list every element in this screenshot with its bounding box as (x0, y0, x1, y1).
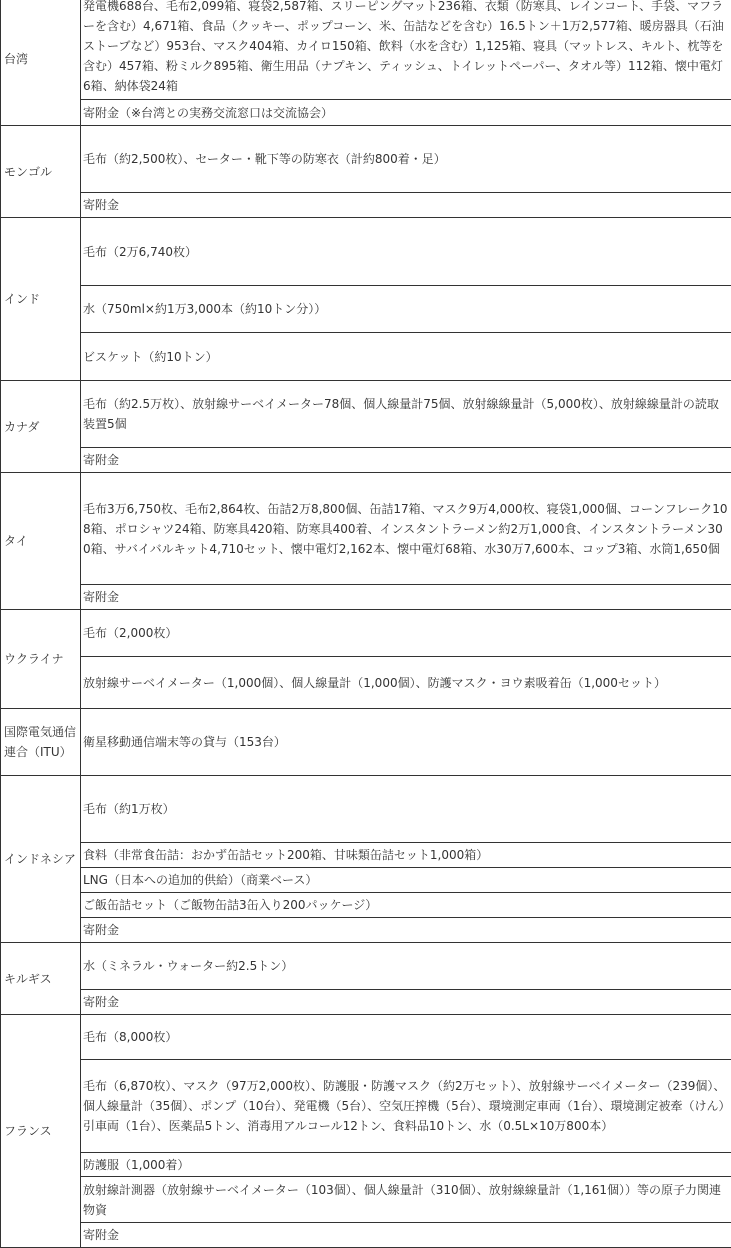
table-row (1, 657, 731, 709)
table-row (1, 943, 731, 990)
aid-item-cell: 放射線計測器（放射線サーベイメーター（103個）、個人線量計（310個）、放射線線量計（1,161個））等の原子力関連物資 (81, 1177, 731, 1223)
table-row (1, 1015, 731, 1060)
aid-item-cell: ご飯缶詰セット（ご飯物缶詰3缶入り200パッケージ） (81, 893, 731, 918)
table-row (1, 473, 731, 585)
aid-item-cell: 毛布（約2,500枚）、セーター・靴下等の防寒衣（計約800着・足） (81, 126, 731, 193)
aid-table-body (1, 0, 731, 1248)
aid-item-cell: 毛布（2万6,740枚） (81, 218, 731, 286)
table-row (1, 193, 731, 218)
table-row (1, 0, 731, 100)
country-cell: インドネシア (1, 776, 81, 943)
country-cell: キルギス (1, 943, 81, 1015)
country-cell: インド (1, 218, 81, 381)
country-cell: ウクライナ (1, 610, 81, 709)
table-row (1, 1153, 731, 1177)
aid-item-cell: 毛布（約1万枚） (81, 776, 731, 843)
table-row (1, 381, 731, 448)
table-row (1, 448, 731, 473)
country-cell: 台湾 (1, 0, 81, 126)
aid-item-cell: 寄附金 (81, 990, 731, 1015)
table-row (1, 1223, 731, 1248)
country-cell: フランス (1, 1015, 81, 1248)
table-row (1, 1060, 731, 1153)
table-row (1, 868, 731, 893)
table-row (1, 333, 731, 381)
country-cell: 国際電気通信連合（ITU） (1, 709, 81, 776)
aid-item-cell: 発電機688台、毛布2,099箱、寝袋2,587箱、スリーピングマット236箱、衣類（防寒具、レインコート、手袋、マフラーを含む）4,671箱、食品（クッキー、ポップコーン、米、缶詰などを含む）16.5トン＋1万2,577箱、暖房器具（石油ストーブなど）953台、マスク404箱、カイロ150箱、飲料（水を含む）1,125箱、寝具（マットレス、キルト、枕等を含む）457箱、粉ミルク895箱、衛生用品（ナプキン、ティッシュ、トイレットペーパー、タオル等）112箱、懐中電灯6箱、納体袋24箱 (81, 0, 731, 100)
table-row (1, 286, 731, 333)
table-row (1, 709, 731, 776)
aid-item-cell: 寄附金 (81, 1223, 731, 1248)
aid-item-cell: 寄附金（※台湾との実務交流窓口は交流協会） (81, 100, 731, 126)
table-row (1, 218, 731, 286)
table-row (1, 1177, 731, 1223)
aid-item-cell: 寄附金 (81, 918, 731, 943)
aid-item-cell: 毛布（2,000枚） (81, 610, 731, 657)
country-cell: タイ (1, 473, 81, 610)
aid-item-cell: 寄附金 (81, 448, 731, 473)
table-row (1, 776, 731, 843)
aid-item-cell: 寄附金 (81, 193, 731, 218)
aid-item-cell: 水（ミネラル・ウォーター約2.5トン） (81, 943, 731, 990)
aid-item-cell: 毛布（6,870枚）、マスク（97万2,000枚）、防護服・防護マスク（約2万セット）、放射線サーベイメーター（239個）、個人線量計（35個）、ポンプ（10台）、発電機（5台）、空気圧搾機（5台）、環境測定車両（1台）、環境測定被牽（けん）引車両（1台）、医薬品5トン、消毒用アルコール12トン、食料品10トン、水（0.5L×10万800本） (81, 1060, 731, 1153)
table-row (1, 585, 731, 610)
country-cell: モンゴル (1, 126, 81, 218)
aid-item-cell: 毛布3万6,750枚、毛布2,864枚、缶詰2万8,800個、缶詰17箱、マスク9万4,000枚、寝袋1,000個、コーンフレーク108箱、ポロシャツ24箱、防寒具420箱、防寒具400着、インスタントラーメン約2万1,000食、インスタントラーメン300箱、サバイバルキット4,710セット、懐中電灯2,162本、懐中電灯68箱、水30万7,600本、コップ3箱、水筒1,650個 (81, 473, 731, 585)
aid-item-cell: 放射線サーベイメーター（1,000個）、個人線量計（1,000個）、防護マスク・ヨウ素吸着缶（1,000セット） (81, 657, 731, 709)
table-row (1, 843, 731, 868)
aid-item-cell: 毛布（約2.5万枚）、放射線サーベイメーター78個、個人線量計75個、放射線線量計（5,000枚）、放射線線量計の読取装置5個 (81, 381, 731, 448)
aid-item-cell: 毛布（8,000枚） (81, 1015, 731, 1060)
aid-item-cell: 寄附金 (81, 585, 731, 610)
table-row (1, 990, 731, 1015)
table-row (1, 893, 731, 918)
aid-item-cell: 防護服（1,000着） (81, 1153, 731, 1177)
aid-item-cell: 衛星移動通信端末等の貸与（153台） (81, 709, 731, 776)
aid-item-cell: 食料（非常食缶詰：おかず缶詰セット200箱、甘味類缶詰セット1,000箱） (81, 843, 731, 868)
table-row (1, 918, 731, 943)
aid-item-cell: 水（750ml×約1万3,000本（約10トン分）） (81, 286, 731, 333)
table-row (1, 126, 731, 193)
table-row (1, 610, 731, 657)
aid-item-cell: LNG（日本への追加的供給）（商業ベース） (81, 868, 731, 893)
table-row (1, 100, 731, 126)
aid-item-cell: ビスケット（約10トン） (81, 333, 731, 381)
country-cell: カナダ (1, 381, 81, 473)
